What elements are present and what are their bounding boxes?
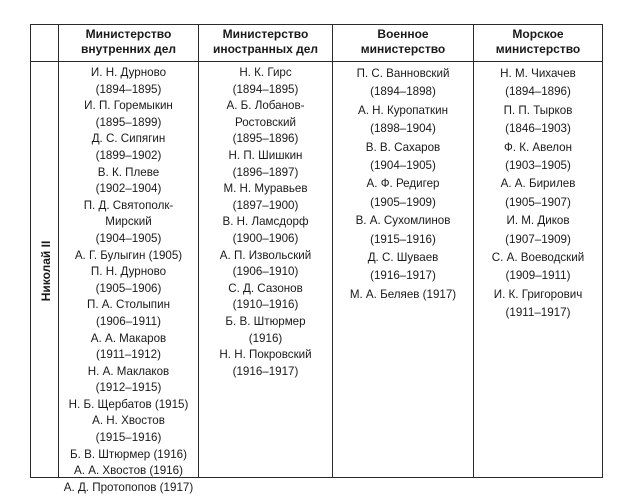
header-line: Военное: [377, 27, 429, 41]
minister-line: Н. М. Чихачев: [500, 67, 576, 80]
minister-line: (1911–1917): [505, 306, 571, 320]
header-interior: [59, 27, 198, 57]
minister-line: (1910–1916): [232, 298, 299, 312]
minister-line: А. Б. Лобанов-: [226, 99, 305, 113]
minister-line: (1905–1906): [95, 281, 162, 295]
minister-line: М. Н. Муравьев: [223, 182, 308, 196]
minister-line: И. П. Горемыкин: [84, 99, 173, 113]
minister-line: А. Н. Куропаткин: [357, 103, 449, 117]
minister-line: А. Д. Протопопов (1917): [63, 480, 194, 494]
minister-line: Мирский: [105, 215, 152, 229]
header-line: иностранных дел: [212, 42, 319, 56]
minister-line: П. А. Столыпин: [87, 298, 170, 312]
minister-line: Д. С. Шуваев: [367, 251, 439, 265]
column-navy: [474, 65, 602, 323]
minister-line: Д. С. Сипягин: [91, 132, 166, 146]
minister-line: (1846–1903): [505, 122, 571, 136]
minister-line: Н. Н. Покровский: [219, 348, 312, 362]
header-line: Морское: [512, 27, 564, 41]
minister-line: (1902–1904): [95, 182, 162, 196]
minister-line: (1897–1900): [232, 198, 299, 212]
minister-line: (1898–1904): [370, 122, 436, 136]
minister-line: (1895–1896): [232, 132, 299, 146]
column-interior: [59, 65, 198, 496]
minister-line: Н. Б. Щербатов (1915): [68, 397, 189, 411]
minister-line: (1909–1911): [505, 269, 571, 283]
minister-line: А. Н. Хвостов: [92, 414, 165, 428]
minister-line: М. А. Беляев (1917): [349, 287, 457, 301]
header-line: министерство: [360, 42, 446, 56]
minister-line: (1912–1915): [95, 381, 162, 395]
minister-line: (1899–1902): [95, 148, 162, 162]
minister-line: (1916): [248, 331, 283, 345]
header-line: внутренних дел: [80, 42, 177, 56]
header-divider: [31, 61, 602, 62]
minister-line: (1915–1916): [370, 232, 436, 246]
header-line: Министерство: [222, 27, 309, 41]
minister-line: В. Н. Ламсдорф: [222, 215, 309, 229]
minister-line: А. Ф. Редигер: [366, 177, 440, 191]
minister-line: (1907–1909): [505, 232, 571, 246]
minister-line: И. К. Григорович: [493, 287, 583, 301]
minister-line: (1903–1905): [505, 159, 571, 173]
header-line: министерство: [495, 42, 581, 56]
minister-line: Ростовский: [235, 115, 296, 129]
minister-line: П. С. Ванновский: [356, 67, 450, 80]
minister-line: Ф. К. Авелон: [503, 140, 573, 154]
header-war: [333, 27, 473, 57]
header-line: Министерство: [85, 27, 172, 41]
column-foreign: [199, 65, 332, 380]
minister-line: (1905–1907): [505, 195, 571, 209]
minister-line: (1894–1895): [232, 82, 299, 96]
column-war: [333, 65, 473, 304]
minister-line: Б. В. Штюрмер: [225, 314, 306, 328]
minister-line: Н. А. Маклаков: [87, 364, 170, 378]
minister-line: И. Н. Дурново: [90, 66, 167, 79]
minister-line: П. П. Тырков: [503, 103, 573, 117]
minister-line: П. Д. Святополк-: [83, 198, 174, 212]
ministers-table: [30, 24, 603, 494]
row-label-cell: [32, 65, 59, 477]
minister-line: Н. К. Гирс: [239, 66, 292, 79]
minister-line: (1915–1916): [95, 431, 162, 445]
minister-line: С. Д. Сазонов: [228, 281, 303, 295]
minister-line: С. А. Воеводский: [491, 251, 585, 265]
minister-line: (1906–1911): [96, 314, 161, 328]
minister-line: (1896–1897): [232, 165, 299, 179]
minister-line: (1894–1898): [370, 85, 436, 99]
minister-line: А. А. Макаров: [90, 331, 167, 345]
header-foreign: [199, 27, 332, 57]
minister-line: В. А. Сухомлинов: [355, 214, 451, 228]
minister-line: (1900–1906): [232, 231, 299, 245]
minister-line: (1911–1912): [96, 348, 161, 362]
minister-line: (1895–1899): [95, 115, 162, 129]
minister-line: А. А. Хвостов (1916): [74, 464, 183, 478]
minister-line: (1894–1896): [505, 85, 571, 99]
minister-line: (1906–1910): [232, 265, 299, 279]
minister-line: Н. П. Шишкин: [228, 148, 303, 162]
minister-line: (1904–1905): [95, 231, 162, 245]
minister-line: (1905–1909): [370, 195, 436, 209]
minister-line: П. Н. Дурново: [90, 265, 167, 279]
minister-line: (1916–1917): [370, 269, 436, 283]
minister-line: И. М. Диков: [506, 214, 570, 228]
minister-line: (1916–1917): [232, 364, 299, 378]
row-label: Николай II: [38, 240, 53, 302]
minister-line: В. В. Сахаров: [365, 140, 441, 154]
minister-line: В. К. Плеве: [97, 165, 160, 179]
minister-line: (1904–1905): [370, 159, 436, 173]
minister-line: Б. В. Штюрмер (1916): [70, 447, 187, 461]
minister-line: А. П. Извольский: [219, 248, 312, 262]
header-navy: [474, 27, 602, 57]
minister-line: А. А. Бирилев: [500, 177, 576, 191]
minister-line: А. Г. Булыгин (1905): [74, 248, 183, 262]
minister-line: (1894–1895): [95, 82, 162, 96]
